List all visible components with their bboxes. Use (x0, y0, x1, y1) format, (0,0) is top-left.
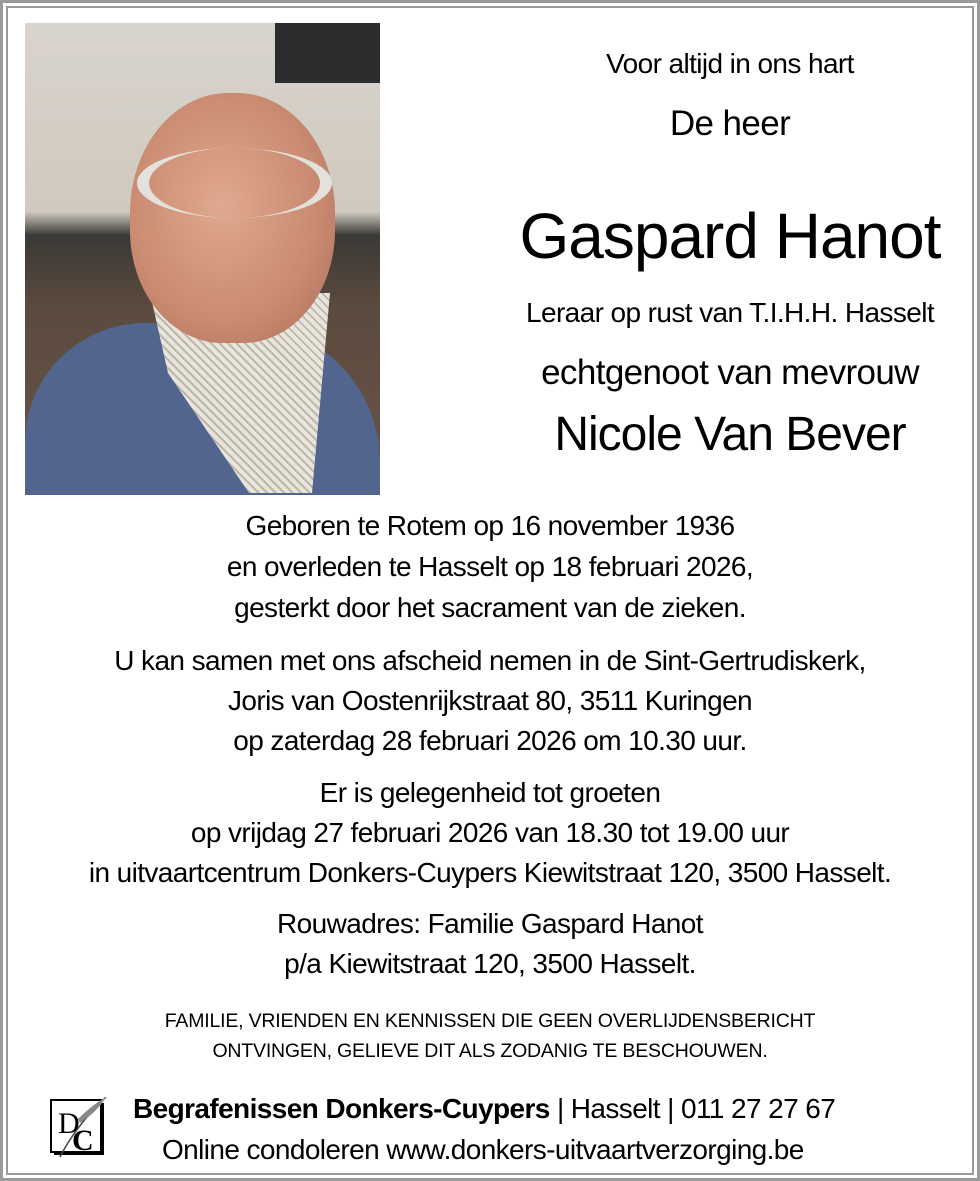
ceremony-line: U kan samen met ons afscheid nemen in de Sint-Gertrudiskerk, (114, 645, 866, 676)
visitation-location: in uitvaartcentrum Donkers-Cuypers Kiewitstraat 120, 3500 Hasselt. (88, 857, 892, 888)
company-name: Begrafenissen Donkers-Cuypers (133, 1093, 550, 1124)
ceremony-address: Joris van Oostenrijkstraat 80, 3511 Kuringen (227, 685, 753, 716)
title-prefix: De heer (669, 104, 791, 143)
svg-text:D: D (58, 1107, 80, 1140)
visitation-date: op vrijdag 27 februari 2026 van 18.30 tot 19.00 uur (190, 817, 790, 848)
tagline: Voor altijd in ons hart (606, 48, 854, 79)
birth-line: Geboren te Rotem op 16 november 1936 (245, 510, 735, 541)
occupation: Leraar op rust van T.I.H.H. Hasselt (526, 297, 934, 328)
svg-text:C: C (72, 1124, 94, 1157)
notice-line-2: ONTVINGEN, GELIEVE DIT ALS ZODANIG TE BESCHOUWEN. (212, 1040, 768, 1062)
visitation-line: Er is gelegenheid tot groeten (319, 777, 661, 808)
spouse-label: echtgenoot van mevrouw (541, 353, 919, 392)
death-line: en overleden te Hasselt op 18 februari 2026, (226, 551, 754, 582)
portrait-photo (25, 23, 380, 495)
notice-line-1: FAMILIE, VRIENDEN EN KENNISSEN DIE GEEN OVERLIJDENSBERICHT (164, 1010, 816, 1032)
funeral-home-logo (50, 1097, 108, 1159)
online-condolence-link[interactable]: Online condoleren www.donkers-uitvaartverzorging.be (162, 1134, 804, 1165)
deceased-name: Gaspard Hanot (519, 200, 941, 272)
footer-company-line (133, 1093, 835, 1125)
sacrament-line: gesterkt door het sacrament van de zieken. (234, 592, 746, 623)
mourning-address-name: Rouwadres: Familie Gaspard Hanot (277, 908, 703, 939)
ceremony-date: op zaterdag 28 februari 2026 om 10.30 uur. (233, 725, 747, 756)
company-details: | Hasselt | 011 27 27 67 (549, 1093, 836, 1124)
spouse-name: Nicole Van Bever (554, 408, 906, 461)
mourning-address-street: p/a Kiewitstraat 120, 3500 Hasselt. (284, 948, 696, 979)
